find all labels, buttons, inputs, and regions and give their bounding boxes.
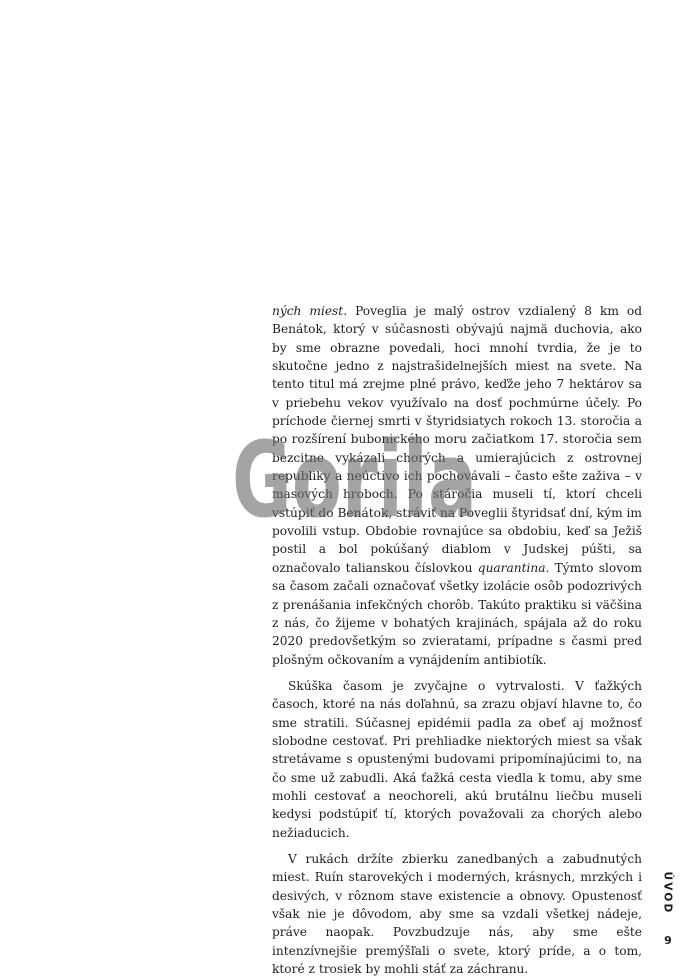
paragraph-2: Skúška časom je zvyčajne o vytrvalosti. V ťažkých časoch, ktoré na nás doľahnú, sa zrazu objaví hlavne to, čo sme stratili. Súčasnej epidémii padla za obeť aj možnosť slobodne cestovať. Pri prehliadke niektorých miest sa však stretávame s opustenými budovami pripomínajúcimi to, na čo sme už zabudli. Aká ťažká cesta viedla k tomu, aby sme mohli cestovať a neochoreli, akú brutálnu liečbu museli kedysi podstúpiť tí, ktorých považovali za chorých alebo nežiaducich. — [272, 678, 642, 840]
section-label-text: ÚVOD — [661, 871, 674, 915]
main-text — [272, 302, 642, 978]
italic-lead: ných miest — [272, 304, 344, 318]
paragraph-3: V rukách držíte zbierku zanedbaných a zabudnutých miest. Ruín starovekých i moderných, krásnych, mrzkých i desivých, v rôznom stave existencie a obnovy. Opustenosť však nie je dôvodom, aby sme sa vzdali všetkej nádeje, práve naopak. Povzbudzuje nás, aby sme ešte intenzívnejšie premýšľali o svete, ktorý príde, a o tom, ktoré z trosiek by mohli stáť za záchranu. — [272, 851, 642, 977]
paragraph-1-part-b: . Týmto slovom sa časom začali označovať všetky izolácie osôb podozrivých z prenášania infekčných chorôb. Takúto praktiku si väčšina z nás, čo žijeme v bohatých krajinách, spájala až do roku 2020 predovšetkým so zvieratami, prípadne s časmi pred plošným očkovaním a vynájdením antibiotík. — [272, 560, 643, 667]
paragraph-1 — [272, 302, 642, 669]
section-label — [655, 858, 679, 928]
italic-term-quarantina: quarantina — [477, 560, 546, 575]
page-number: 9 — [664, 934, 672, 947]
watermark-text: Gorila — [232, 419, 477, 538]
paragraph-1-part-a: . Poveglia je malý ostrov vzdialený 8 km od Benátok, ktorý v súčasnosti obývajú najmä duchovia, ako by sme obrazne povedali, hoci mnohí tvrdia, že je to skutočne jedno z najstrašidelnejších miest na svete. Na tento titul má zrejme plné právo, keďže jeho 7 hektárov sa v priebehu vekov využívalo na dosť pochmúrne účely. Po príchode čiernej smrti v štyridsiatych rokoch 13. storočia a po rozšírení bubonického moru začiatkom 17. storočia sem bezcitne vykázali chorých a umierajúcich z ostrovnej republiky a neúctivo ich pochovávali – často ešte zaživa – v masových hroboch. Po stáročia museli tí, ktorí chceli vstúpiť do Benátok, stráviť na Poveglii štyridsať dní, kým im povolili vstup. Obdobie rovnajúce sa obdobiu, keď sa Ježiš postil a bol pokúšaný diablom v Judskej púšti, sa označovalo talianskou číslovkou — [272, 304, 642, 575]
